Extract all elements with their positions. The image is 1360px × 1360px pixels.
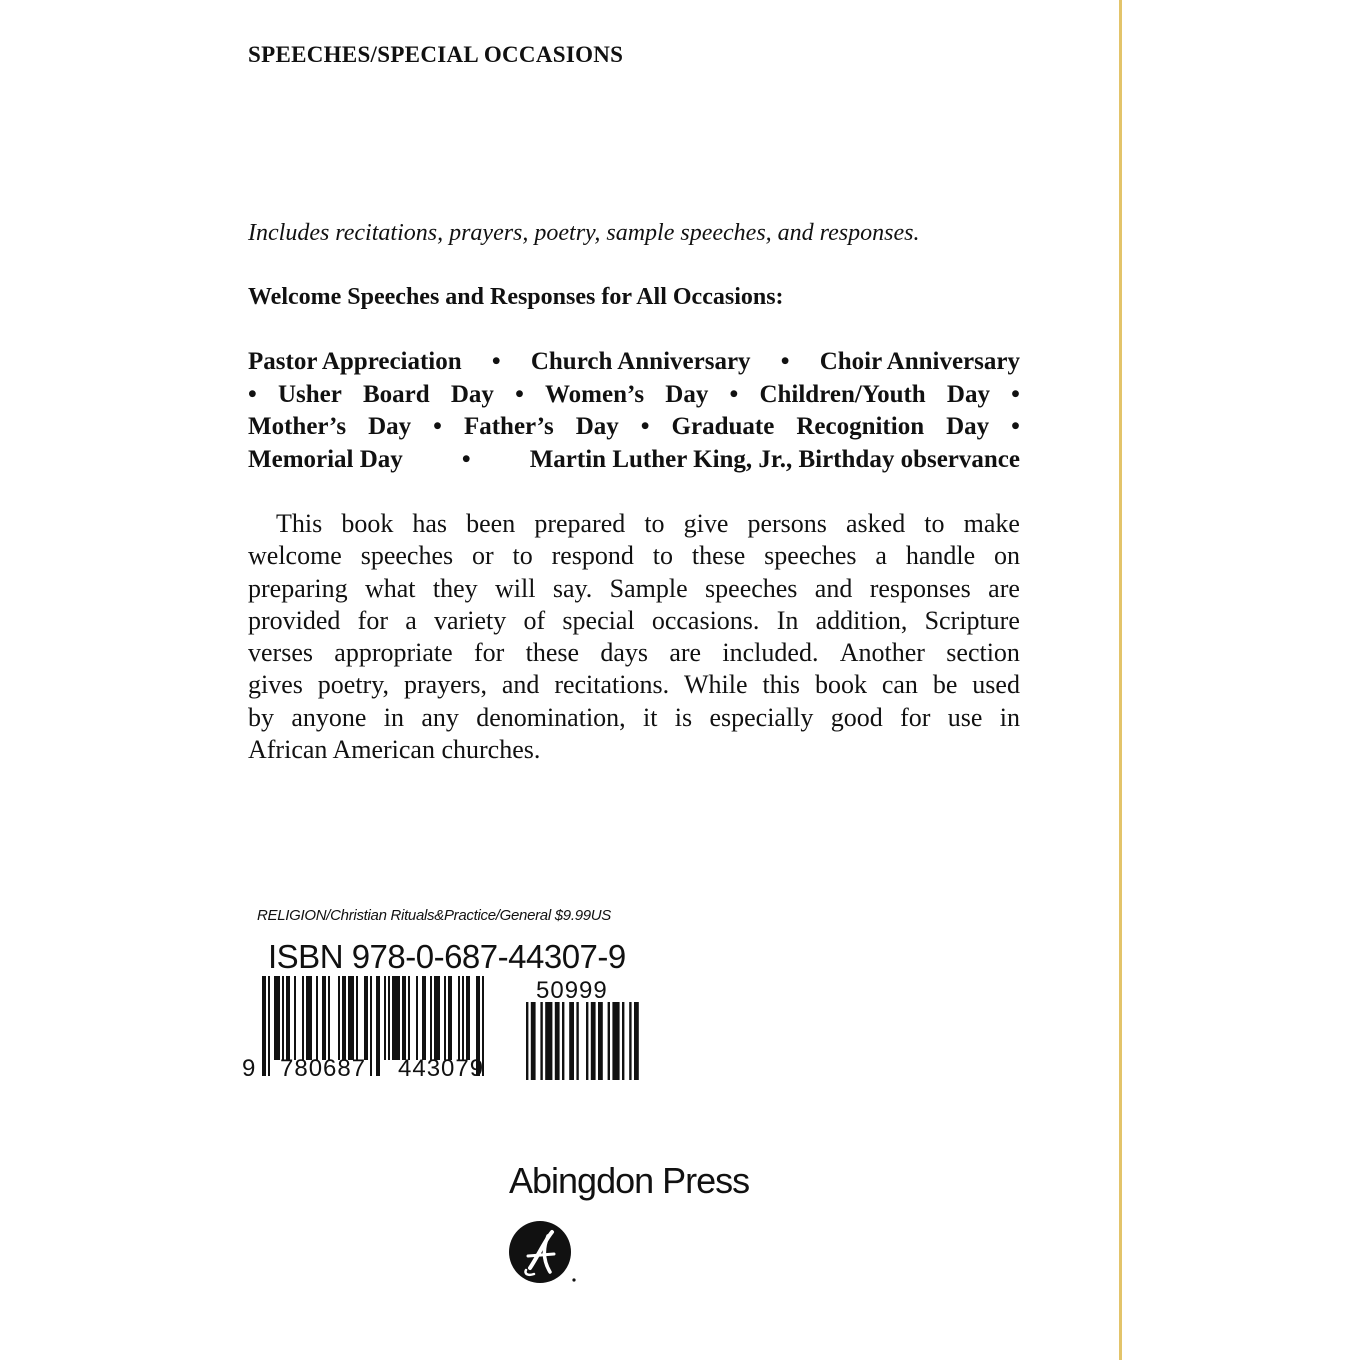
category-label: SPEECHES/SPECIAL OCCASIONS — [248, 42, 624, 67]
description-line: African American churches. — [248, 735, 541, 765]
barcode-digits: 443079 — [398, 1055, 485, 1080]
barcode-bar — [392, 976, 400, 1060]
addon-bar — [555, 1002, 560, 1080]
barcode-digit: 9 — [242, 1055, 257, 1080]
bullet-separator: • — [491, 348, 501, 375]
description-line: preparing what they will say. Sample speeches and responses are — [248, 573, 1020, 603]
occasion-word: Usher — [277, 380, 342, 408]
description-line: welcome speeches or to respond to these speeches a handle on — [248, 541, 1020, 571]
addon-bar — [526, 1002, 528, 1080]
addon-digits: 50999 — [536, 977, 608, 1004]
barcode-bar — [416, 976, 418, 1060]
barcode-bar — [286, 976, 290, 1060]
addon-bar — [608, 1002, 610, 1080]
occasions-line — [248, 411, 1020, 444]
barcode-bar — [356, 976, 358, 1060]
description-line: provided for a variety of special occasions. In addition, Scripture — [248, 605, 1020, 635]
barcode-bar — [342, 976, 346, 1060]
addon-bar — [545, 1002, 552, 1080]
occasion-word: Martin Luther King, Jr., Birthday observance — [529, 445, 1020, 473]
addon-bar — [562, 1002, 564, 1080]
occasion-word: Women’s — [545, 380, 645, 408]
barcode-bar — [444, 976, 446, 1060]
bullet-separator: • — [515, 380, 524, 408]
description-line: This book has been prepared to give persons asked to make — [276, 509, 1020, 538]
welcome-heading: Welcome Speeches and Responses for All Occasions: — [248, 284, 784, 310]
publisher-name: Abingdon Press — [509, 1160, 750, 1201]
isbn-text: ISBN 978-0-687-44307-9 — [268, 938, 626, 975]
occasion-word: Church Anniversary — [530, 348, 751, 375]
barcode-bar — [274, 976, 280, 1060]
barcode-bar — [262, 976, 266, 1076]
description-line: gives poetry, prayers, and recitations. While this book can be used — [248, 670, 1020, 700]
occasion-word: Recognition — [796, 413, 925, 440]
occasion-word: Day — [946, 413, 990, 440]
occasion-word: Board — [363, 380, 430, 408]
barcode-bar — [448, 976, 452, 1060]
barcode-bar — [430, 976, 432, 1060]
occasions-list — [248, 346, 1020, 476]
addon-bar — [629, 1002, 631, 1080]
addon-bar — [531, 1002, 536, 1080]
addon-bar — [540, 1002, 542, 1080]
occasion-word: Day — [368, 413, 412, 440]
occasion-word: Father’s — [463, 413, 554, 440]
bullet-separator: • — [780, 348, 790, 375]
barcode-bar — [348, 976, 354, 1060]
barcode-bar — [384, 976, 386, 1060]
occasion-word: Memorial Day — [248, 445, 403, 473]
barcode-bar — [462, 976, 464, 1060]
bullet-separator: • — [1011, 413, 1020, 440]
subject-price-line: RELIGION/Christian Rituals&Practice/General $9.99US — [257, 907, 612, 924]
addon-bar — [598, 1002, 603, 1080]
occasions-line — [248, 444, 1020, 477]
barcode-bar — [316, 976, 318, 1060]
description-line: by anyone in any denomination, it is especially good for use in — [248, 702, 1020, 732]
addon-bar — [569, 1002, 574, 1080]
bullet-separator: • — [729, 380, 739, 408]
bullet-separator: • — [433, 413, 442, 440]
barcode-bar — [458, 976, 460, 1060]
barcode-bar — [282, 976, 284, 1060]
addon-bar — [576, 1002, 578, 1080]
occasion-word: Pastor Appreciation — [248, 348, 462, 375]
description-text — [248, 508, 1020, 766]
addon-bar — [586, 1002, 588, 1080]
barcode-bar — [402, 976, 406, 1060]
barcode-bar — [434, 976, 440, 1060]
includes-line: Includes recitations, prayers, poetry, sample speeches, and responses. — [248, 220, 920, 246]
barcode-bar — [306, 976, 312, 1060]
barcode-bar — [370, 976, 372, 1076]
barcode-bar — [376, 976, 380, 1076]
occasion-word: Mother’s — [248, 413, 347, 440]
occasion-word: Day — [575, 413, 619, 440]
barcode-bar — [322, 976, 326, 1060]
occasion-word: Graduate — [671, 413, 775, 440]
addon-bar — [634, 1002, 639, 1080]
occasions-line — [248, 346, 1020, 379]
barcode-bar — [422, 976, 426, 1060]
barcode-bar — [328, 976, 330, 1060]
addon-bar — [612, 1002, 619, 1080]
bullet-separator: • — [461, 445, 471, 473]
description-line: verses appropriate for these days are included. Another section — [248, 638, 1020, 668]
barcode-bar — [388, 976, 390, 1060]
occasion-word: Choir Anniversary — [819, 348, 1020, 375]
occasions-line — [248, 379, 1020, 412]
occasion-word: Day — [665, 380, 709, 408]
barcode-digits: 780687 — [280, 1055, 367, 1080]
addon-bar — [622, 1002, 624, 1080]
barcode-bar — [268, 976, 270, 1076]
occasion-word: Children/Youth — [759, 380, 926, 408]
cover-edge-line — [1119, 0, 1122, 1360]
occasion-word: Day — [450, 380, 494, 408]
occasion-word: Day — [946, 380, 990, 408]
barcode-bar — [364, 976, 368, 1060]
bullet-separator: • — [640, 413, 650, 440]
barcode-bar — [294, 976, 296, 1060]
barcode-bar — [302, 976, 304, 1060]
barcode-bar — [466, 976, 470, 1060]
barcode-bar — [338, 976, 340, 1060]
isbn-barcode — [240, 976, 650, 1080]
bullet-separator: • — [248, 380, 257, 408]
bullet-separator: • — [1011, 380, 1020, 408]
abingdon-a-logo-icon — [508, 1218, 578, 1288]
barcode-bar — [408, 976, 410, 1060]
addon-bar — [591, 1002, 596, 1080]
